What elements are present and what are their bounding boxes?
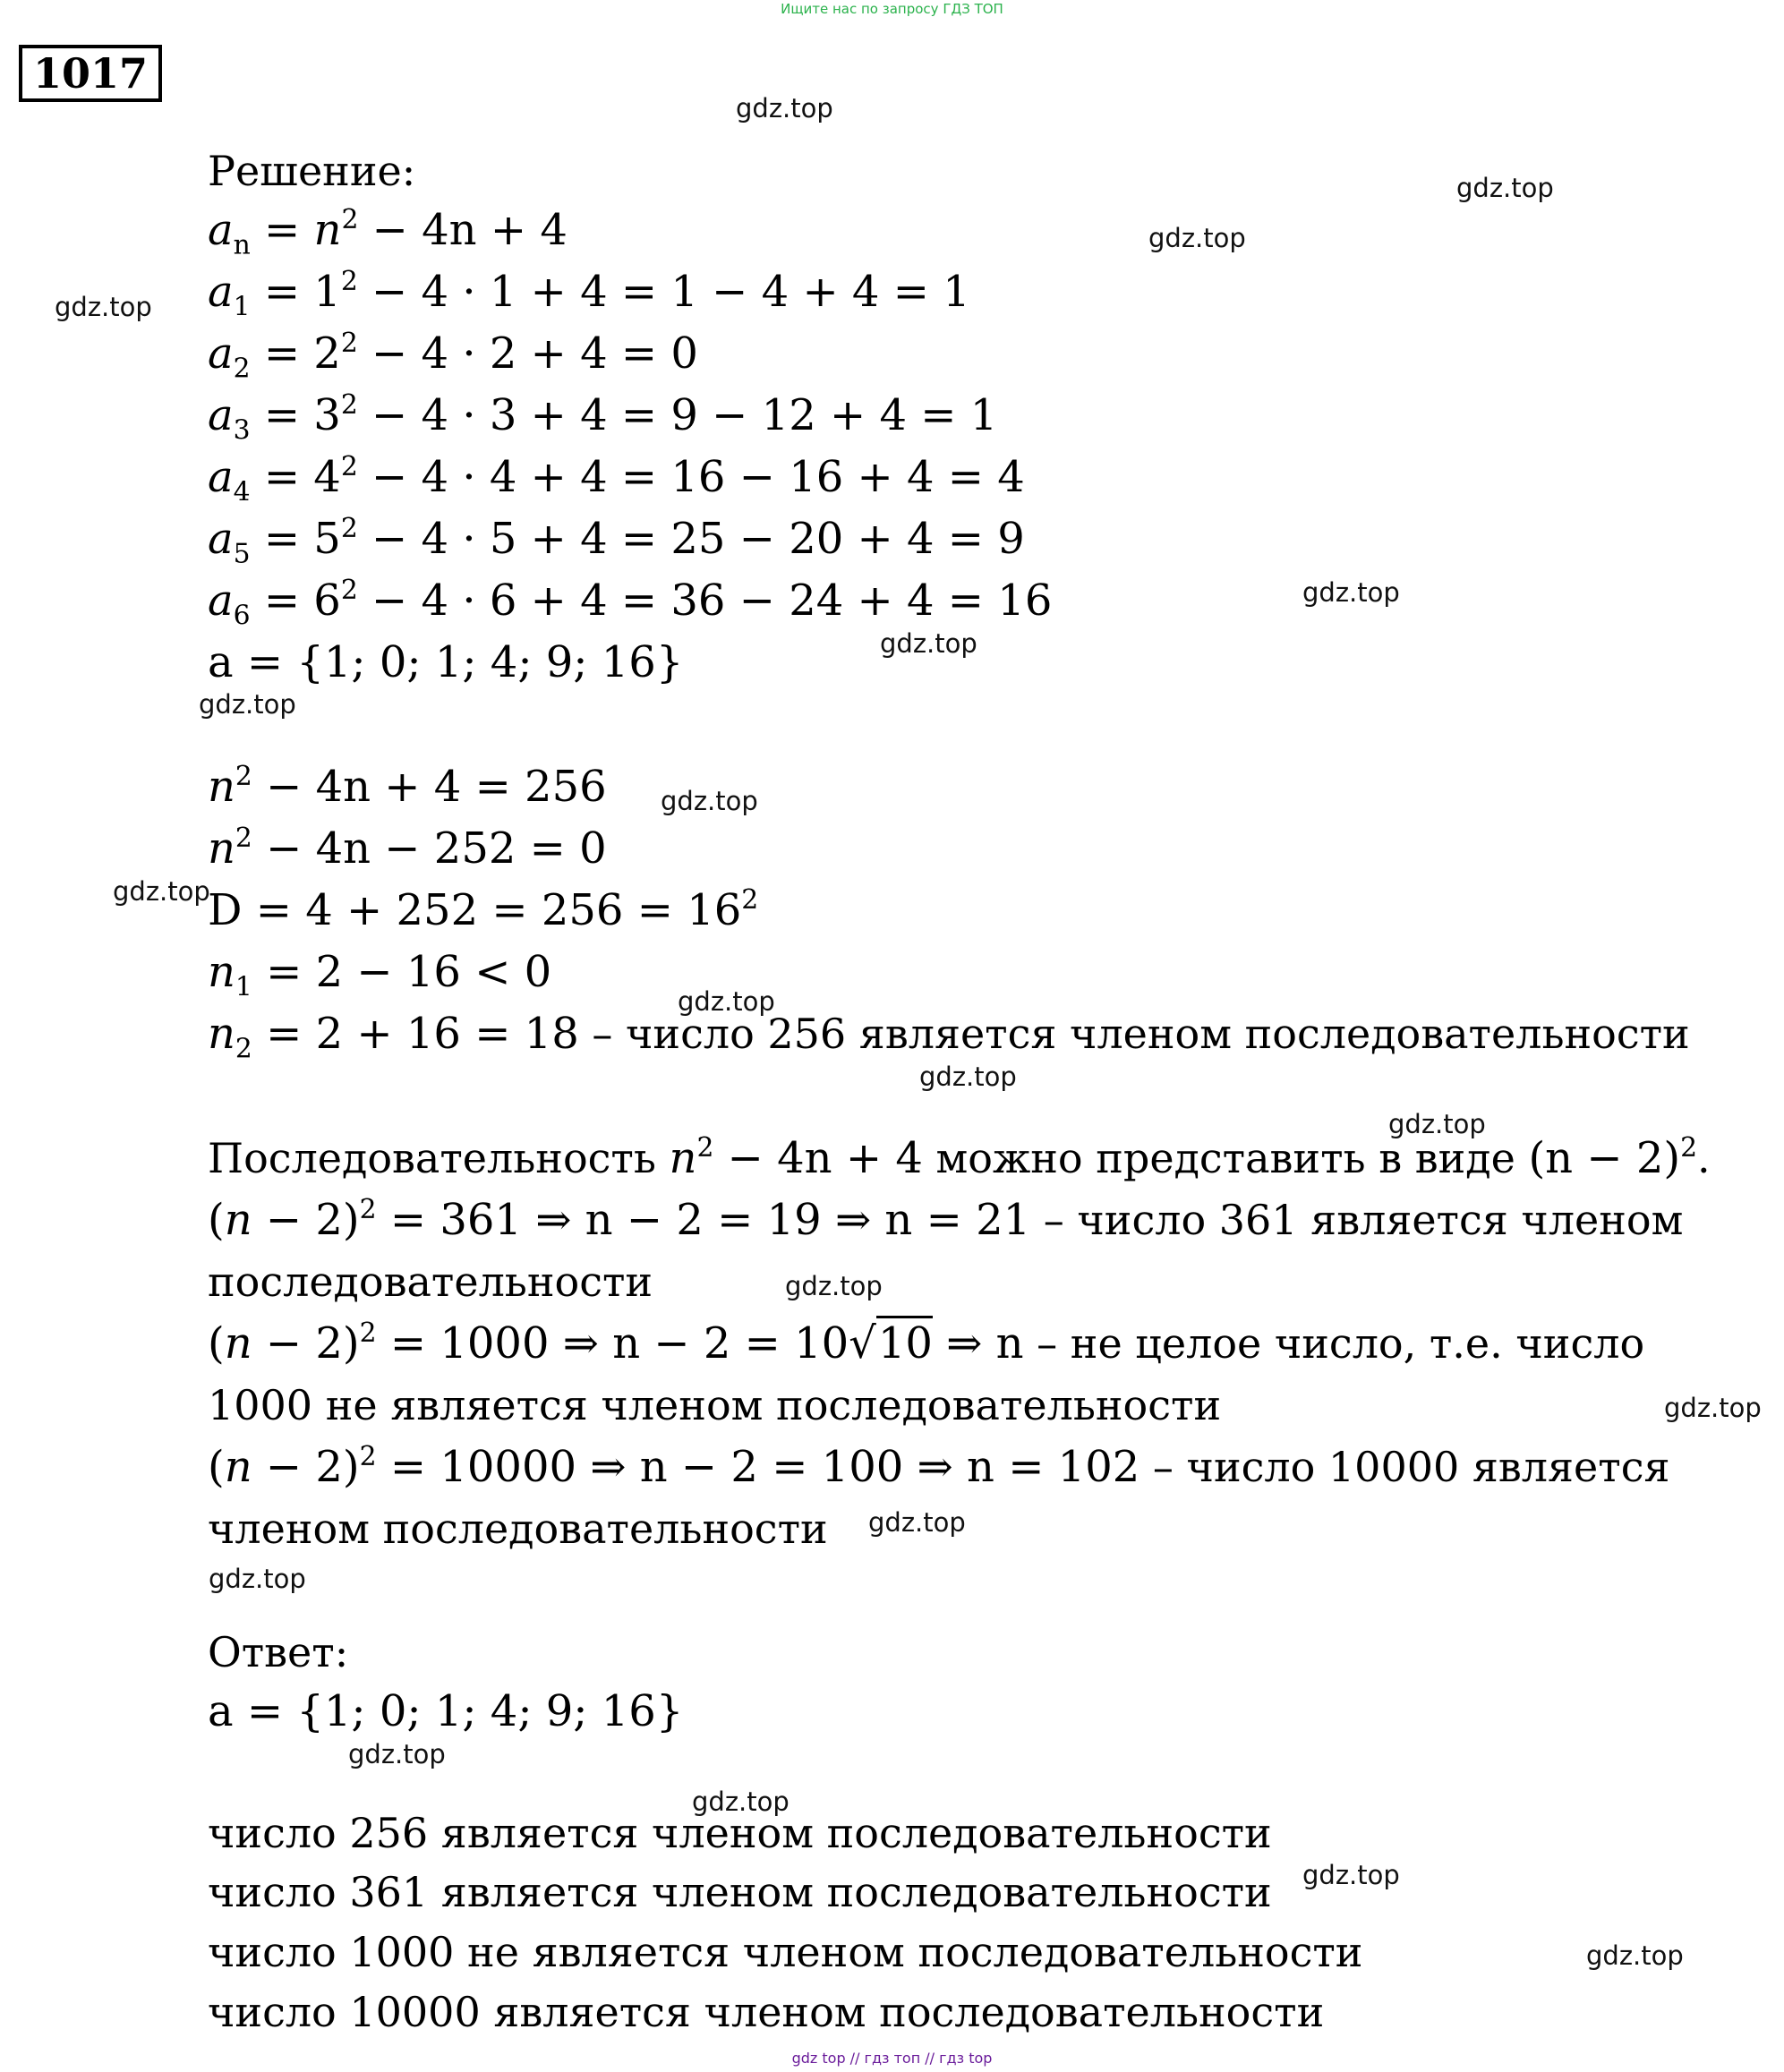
answer-heading: Ответ: [208, 1628, 349, 1676]
watermark: gdz.top [1664, 1393, 1762, 1423]
answer-10000: число 10000 является членом последовательности [208, 1988, 1325, 2036]
watermark: gdz.top [868, 1507, 966, 1538]
sequence-representation: Последовательность $n^2 - 4n + 4$ можно представить в виде $(n - 2)^2$. [208, 1132, 1711, 1183]
footer: gdz top // гдз топ // гдз top [791, 2050, 993, 2067]
watermark: gdz.top [209, 1564, 306, 1594]
root-n2: $n_2 = 2 + 16 = 18$ – число 256 является членом последовательности [208, 1009, 1690, 1065]
watermark: gdz.top [348, 1739, 446, 1769]
check-1000-cont: 1000 не является членом последовательности [208, 1381, 1222, 1429]
formula-a1: $a_1 = 1^2 - 4 \cdot 1 + 4 = 1 - 4 + 4 = 1$ [208, 266, 970, 323]
answer-set: a = {1; 0; 1; 4; 9; 16} [208, 1686, 684, 1736]
watermark: gdz.top [113, 876, 210, 907]
task-number: 1017 [19, 45, 162, 102]
top-banner: Ищите нас по запросу ГДЗ ТОП [781, 1, 1003, 17]
formula-a2: $a_2 = 2^2 - 4 \cdot 2 + 4 = 0$ [208, 328, 698, 385]
formula-a6: $a_6 = 6^2 - 4 \cdot 6 + 4 = 36 - 24 + 4 = 16$ [208, 575, 1053, 632]
watermark: gdz.top [736, 93, 833, 124]
check-10000: $(n - 2)^2 = 10000$ ⇒ n − 2 = 100 ⇒ n = 102 – число 10000 является [208, 1441, 1670, 1492]
watermark: gdz.top [678, 986, 775, 1017]
formula-a5: $a_5 = 5^2 - 4 \cdot 5 + 4 = 25 - 20 + 4 = 9$ [208, 513, 1025, 570]
answer-256: число 256 является членом последовательности [208, 1809, 1272, 1857]
watermark: gdz.top [55, 292, 152, 322]
watermark: gdz.top [199, 689, 296, 720]
watermark: gdz.top [661, 786, 758, 816]
equation-256: $n^2 - 4n + 4 = 256$ [208, 761, 607, 812]
formula-a3: $a_3 = 3^2 - 4 \cdot 3 + 4 = 9 - 12 + 4 = 1$ [208, 389, 998, 447]
sequence-set: a = {1; 0; 1; 4; 9; 16} [208, 637, 684, 687]
watermark: gdz.top [1586, 1940, 1684, 1971]
check-361-cont: последовательности [208, 1258, 653, 1306]
watermark: gdz.top [1148, 223, 1246, 253]
watermark: gdz.top [1456, 173, 1554, 203]
answer-1000: число 1000 не является членом последовательности [208, 1928, 1363, 1976]
watermark: gdz.top [1302, 577, 1400, 608]
check-361: $(n - 2)^2 = 361$ ⇒ n − 2 = 19 ⇒ n = 21 – число 361 является членом [208, 1194, 1684, 1245]
watermark: gdz.top [1302, 1860, 1400, 1890]
watermark: gdz.top [785, 1271, 883, 1301]
watermark: gdz.top [692, 1786, 790, 1817]
watermark: gdz.top [880, 628, 977, 659]
equation-standard: $n^2 - 4n - 252 = 0$ [208, 823, 607, 874]
discriminant: $D = 4 + 252 = 256 = 16^2$ [208, 884, 759, 935]
watermark: gdz.top [1388, 1109, 1486, 1139]
answer-361: число 361 является членом последовательности [208, 1868, 1272, 1916]
check-1000: $(n - 2)^2 = 1000$ ⇒ n − 2 = 10√10 ⇒ n – не целое число, т.е. число [208, 1318, 1644, 1369]
formula-a4: $a_4 = 4^2 - 4 \cdot 4 + 4 = 16 - 16 + 4 = 4$ [208, 451, 1025, 508]
watermark: gdz.top [919, 1062, 1017, 1092]
check-10000-cont: членом последовательности [208, 1505, 828, 1553]
solution-heading: Решение: [208, 147, 416, 195]
formula-general: $a_n = n^2 - 4n + 4$ [208, 204, 568, 261]
root-n1: $n_1 = 2 - 16 < 0$ [208, 947, 552, 1003]
